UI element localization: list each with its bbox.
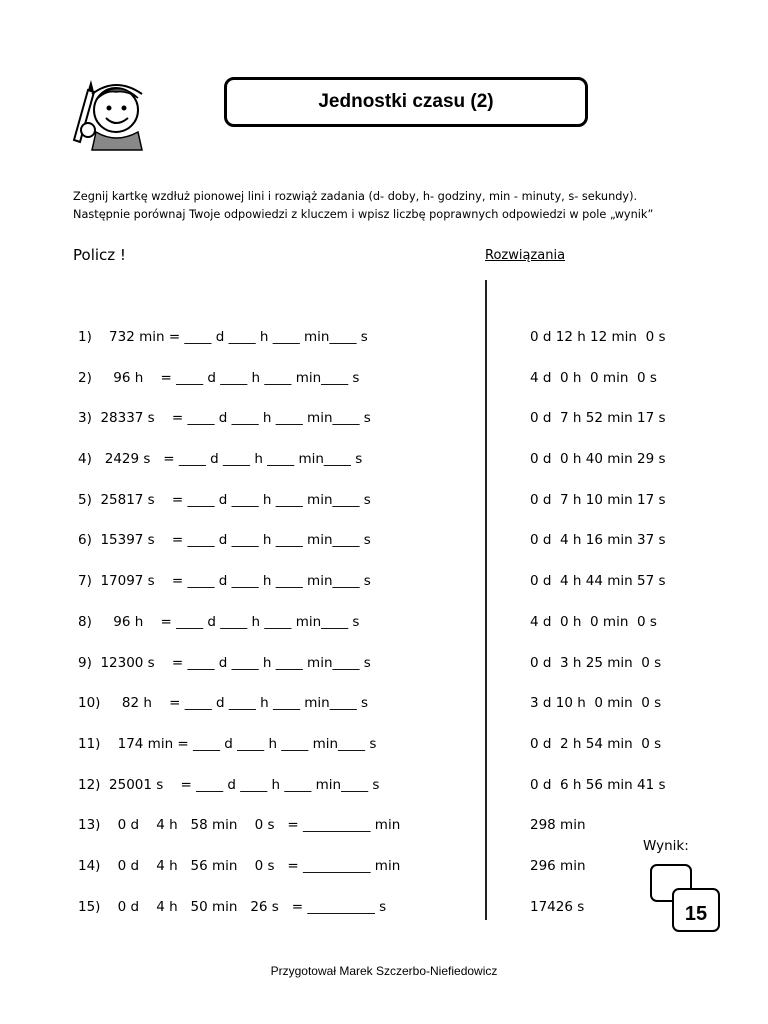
task-item: 5) 25817 s = ____ d ____ h ____ min____ s <box>78 491 371 508</box>
answer-item: 0 d 7 h 52 min 17 s <box>530 410 666 427</box>
answer-item: 17426 s <box>530 898 585 915</box>
score-total-box <box>672 888 720 932</box>
task-item: 10) 82 h = ____ d ____ h ____ min____ s <box>78 695 369 712</box>
answer-item: 0 d 4 h 16 min 37 s <box>530 532 666 549</box>
author-footer: Przygotował Marek Szczerbo-Niefiedowicz <box>270 964 498 978</box>
task-item: 3) 28337 s = ____ d ____ h ____ min____ s <box>78 410 371 427</box>
answer-item: 4 d 0 h 0 min 0 s <box>530 369 657 386</box>
score-label: Wynik: <box>643 838 689 854</box>
fold-line-divider <box>485 280 487 920</box>
answer-item: 0 d 7 h 10 min 17 s <box>530 491 666 508</box>
task-item: 15) 0 d 4 h 50 min 26 s = __________ s <box>78 898 387 915</box>
instructions <box>73 188 713 224</box>
task-item: 4) 2429 s = ____ d ____ h ____ min____ s <box>78 451 363 468</box>
task-item: 1) 732 min = ____ d ____ h ____ min____ s <box>78 329 368 345</box>
answer-item: 0 d 3 h 25 min 0 s <box>530 654 662 671</box>
boy-with-pencil-clipart <box>66 72 156 152</box>
answer-item: 298 min <box>530 817 586 834</box>
task-item: 8) 96 h = ____ d ____ h ____ min____ s <box>78 613 360 630</box>
task-item: 6) 15397 s = ____ d ____ h ____ min____ s <box>78 532 371 549</box>
task-item: 9) 12300 s = ____ d ____ h ____ min____ s <box>78 654 371 671</box>
solutions-heading: Rozwiązania <box>485 248 566 263</box>
task-item: 13) 0 d 4 h 58 min 0 s = __________ min <box>78 817 401 834</box>
task-item: 11) 174 min = ____ d ____ h ____ min____ s <box>78 735 377 752</box>
answer-item: 0 d 6 h 56 min 41 s <box>530 776 666 793</box>
answer-item: 0 d 12 h 12 min 0 s <box>530 329 666 345</box>
answer-item: 0 d 0 h 40 min 29 s <box>530 451 666 468</box>
answer-item: 0 d 2 h 54 min 0 s <box>530 735 662 752</box>
answer-item: 296 min <box>530 857 586 874</box>
instruction-line: Zegnij kartkę wzdłuż pionowej lini i rozwiąż zadania (d- doby, h- godziny, min - minuty, s- sekundy). <box>73 190 638 203</box>
page-title: Jednostki czasu (2) <box>318 91 494 112</box>
answer-item: 3 d 10 h 0 min 0 s <box>530 695 662 712</box>
answer-key-list <box>530 329 730 939</box>
score-total: 15 <box>684 903 708 925</box>
task-item: 2) 96 h = ____ d ____ h ____ min____ s <box>78 369 360 386</box>
answer-item: 4 d 0 h 0 min 0 s <box>530 613 657 630</box>
answer-item: 0 d 4 h 44 min 57 s <box>530 573 666 590</box>
task-item: 7) 17097 s = ____ d ____ h ____ min____ s <box>78 573 371 590</box>
title-box <box>224 77 588 127</box>
task-item: 14) 0 d 4 h 56 min 0 s = __________ min <box>78 857 401 874</box>
tasks-heading: Policz ! <box>73 246 126 264</box>
task-list <box>78 329 478 939</box>
task-item: 12) 25001 s = ____ d ____ h ____ min____ s <box>78 776 380 793</box>
instruction-line: Następnie porównaj Twoje odpowiedzi z kluczem i wpisz liczbę poprawnych odpowiedzi w pole „wynik” <box>73 208 654 221</box>
